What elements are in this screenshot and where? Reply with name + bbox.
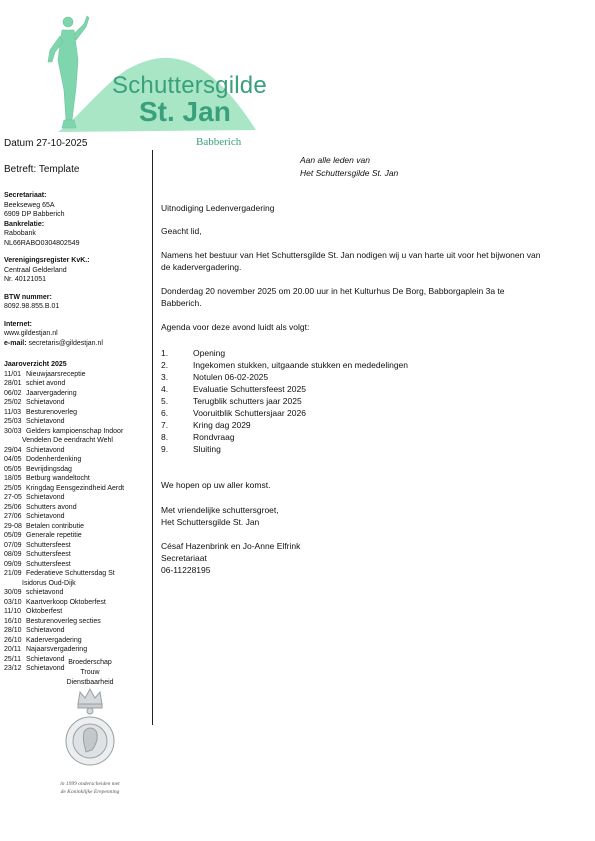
salutation: Geacht lid, (161, 226, 202, 236)
schedule-event: Oktoberfest (26, 608, 63, 615)
agenda-text: Evaluatie Schuttersfeest 2025 (193, 384, 306, 394)
brand-name-line1: Schuttersgilde (112, 72, 267, 99)
schedule-title: Jaaroverzicht 2025 (4, 361, 67, 368)
schedule-row (4, 474, 150, 484)
agenda-text: Notulen 06-02-2025 (193, 372, 269, 382)
schedule-row (4, 560, 150, 570)
schedule-row (4, 503, 150, 513)
motto-line: Broederschap (68, 659, 112, 666)
schedule-row (4, 446, 150, 456)
schedule-event-continuation: Isidorus Oud-Dijk (22, 579, 76, 587)
agenda-item (161, 431, 541, 443)
schedule-date: 16/10 (4, 617, 22, 625)
btw-value: 8092.98.855.B.01 (4, 303, 60, 310)
schedule-date: 25/11 (4, 655, 21, 663)
schedule-date: 25/02 (4, 399, 22, 406)
closing-hope: We hopen op uw aller komst. (161, 480, 271, 490)
agenda-number: 7. (161, 420, 169, 430)
schedule-date: 11/03 (4, 408, 21, 416)
greeting-line: Het Schuttersgilde St. Jan (161, 517, 260, 527)
schedule-event: Kadervergadering (26, 636, 82, 644)
schedule-event: Besturenoverleg secties (26, 617, 101, 625)
schedule-event: Jaarvergadering (26, 389, 77, 397)
schedule-event: Dodenherdenking (26, 456, 82, 463)
kvk-line: Nr. 40121051 (4, 276, 47, 283)
phone-number: 06-11228195 (161, 565, 211, 575)
schedule-date: 28/01 (4, 380, 22, 387)
schedule-date: 07/09 (4, 541, 22, 549)
secretariaat-line: Beekseweg 65A (4, 201, 55, 209)
schedule-row (4, 379, 150, 389)
signers: Césaf Hazenbrink en Jo-Anne Elfrink (161, 541, 301, 551)
schedule-date: 18/05 (4, 475, 22, 482)
addressee-line: Het Schuttersgilde St. Jan (300, 168, 399, 178)
schedule-event: Schietavond (26, 494, 65, 501)
schedule-event: Generale repetitie (26, 532, 82, 539)
agenda-item (161, 371, 541, 383)
signature-block (161, 540, 541, 576)
bank-line: Rabobank (4, 230, 36, 237)
schedule-date: 06/02 (4, 389, 22, 397)
schedule-date: 23/12 (4, 665, 22, 672)
schedule-row (4, 588, 150, 598)
schedule-row (4, 522, 150, 532)
schedule-row (4, 636, 150, 646)
schedule-date: 27/06 (4, 513, 22, 520)
agenda-text: Opening (193, 348, 226, 358)
schedule-date: 08/09 (4, 551, 22, 558)
schedule-event: Bevrijdingsdag (26, 465, 72, 473)
schedule-row (4, 493, 150, 503)
schedule-event-continuation: Vendelen De eendracht Wehl (22, 437, 113, 444)
agenda-item (161, 395, 541, 407)
agenda-number: 3. (161, 372, 169, 382)
schedule-event: Kringdag Eensgezindheid Aerdt (26, 484, 125, 492)
agenda-number: 6. (161, 408, 169, 418)
agenda-text: Vooruitblik Schuttersjaar 2026 (193, 408, 306, 418)
schedule-event: Schuttersfeest (26, 560, 71, 568)
schedule-row (4, 598, 150, 608)
schedule-row (4, 465, 150, 475)
schedule-date: 27-05 (4, 494, 22, 501)
meeting-details: Donderdag 20 november 2025 om 20.00 uur in het Kulturhus De Borg, Babborgaplein 3a te Babberich. (161, 286, 505, 308)
agenda-number: 8. (161, 432, 169, 442)
schedule-event: schiet avond (26, 380, 66, 387)
schedule-event: Gelders kampioenschap Indoor (26, 427, 124, 435)
addressee-line: Aan alle leden van (300, 155, 370, 165)
agenda-number: 1. (161, 348, 169, 358)
schedule-row (4, 370, 150, 380)
vertical-divider (152, 150, 153, 725)
schedule-date: 30/03 (4, 427, 22, 435)
schedule-date: 26/10 (4, 636, 22, 644)
agenda-item (161, 407, 541, 419)
motto-line: Dienstbaarheid (66, 679, 114, 686)
schedule-date: 21/09 (4, 570, 22, 577)
agenda-number: 5. (161, 396, 169, 406)
agenda-number: 9. (161, 444, 169, 454)
agenda-number: 2. (161, 360, 169, 370)
email-row (4, 339, 150, 349)
bank-label: Bankrelatie: (4, 220, 45, 228)
brand-location: Babberich (196, 136, 242, 148)
schedule-date: 29-08 (4, 522, 22, 530)
schedule-date: 25/06 (4, 503, 22, 511)
secretariaat-label: Secretariaat: (4, 192, 47, 199)
schedule-event: Schuttersfeest (26, 551, 71, 558)
schedule-date: 05/09 (4, 532, 22, 539)
motto-line: Trouw (80, 669, 100, 676)
schedule-date: 30/09 (4, 589, 22, 596)
schedule-event: Nieuwjaarsreceptie (26, 370, 86, 378)
medal-caption (28, 781, 152, 796)
agenda-item (161, 443, 541, 455)
medal-caption-line: de Koninklijke Erepenning (60, 788, 120, 795)
schedule-event: Kaartverkoop Oktoberfest (26, 598, 106, 606)
schedule-row (4, 645, 150, 655)
schedule-event: Schutters avond (26, 503, 77, 511)
schedule-event: Betburg wandeltocht (26, 475, 90, 482)
schedule-date: 05/05 (4, 465, 22, 473)
schedule-event: schietavond (26, 589, 64, 596)
crown-icon (78, 689, 102, 704)
email-label: e-mail: (4, 339, 27, 347)
email-link[interactable]: secretaris@gildestjan.nl (26, 339, 103, 347)
agenda-text: Rondvraag (193, 432, 235, 442)
greeting-block (161, 504, 541, 528)
internet-label: Internet: (4, 320, 32, 328)
schedule-date: 03/10 (4, 598, 22, 606)
bank-line: NL66RABO0304802549 (4, 239, 80, 247)
schedule-event: Schietavond (26, 513, 65, 520)
agenda-item (161, 359, 541, 371)
schedule-date: 11/10 (4, 608, 21, 615)
guild-motto (40, 658, 140, 688)
schedule-row (4, 617, 150, 627)
schedule-row (4, 484, 150, 494)
schedule-event: Schietavond (26, 665, 65, 672)
schedule-event: Najaarsvergadering (26, 646, 88, 653)
agenda-text: Kring dag 2029 (193, 420, 251, 430)
schedule-row (4, 512, 150, 522)
schedule-row (4, 398, 150, 408)
schedule-row (4, 531, 150, 541)
signer-role: Secretariaat (161, 553, 207, 563)
schedule-row (4, 389, 150, 399)
greeting-line: Met vriendelijke schuttersgroet, (161, 505, 279, 515)
medal-caption-line: in 1999 onderscheiden met (60, 781, 120, 787)
schedule-date: 11/01 (4, 370, 21, 378)
agenda-number: 4. (161, 384, 169, 394)
schedule-event: Schietavond (26, 418, 65, 425)
schedule-event: Federatieve Schuttersdag St (26, 570, 115, 577)
agenda-list (161, 347, 541, 455)
schedule-date: 29/04 (4, 446, 22, 454)
agenda-intro: Agenda voor deze avond luidt als volgt: (161, 322, 310, 332)
letter-title: Uitnodiging Ledenvergadering (161, 203, 275, 213)
schedule-row (4, 569, 150, 579)
agenda-text: Sluiting (193, 444, 221, 454)
agenda-item (161, 419, 541, 431)
schedule-event: Schietavond (26, 627, 65, 634)
brand-name-line2: St. Jan (139, 96, 231, 127)
intro-paragraph: Namens het bestuur van Het Schuttersgilde St. Jan nodigen wij u van harte uit voor het bijwonen van de kadervergadering. (161, 250, 541, 272)
schedule-row (4, 408, 150, 418)
sidebar-contact-info (4, 191, 150, 674)
schedule-row (4, 550, 150, 560)
schedule-event: Schietavond (26, 399, 65, 406)
schedule-date: 04/05 (4, 456, 22, 463)
website-link[interactable]: www.gildestjan.nl (4, 330, 58, 337)
schedule-event: Schuttersfeest (26, 541, 71, 549)
agenda-item (161, 347, 541, 359)
schedule-event: Besturenoverleg (26, 408, 77, 416)
letter-subject: Betreft: Template (4, 164, 80, 175)
year-schedule (4, 370, 150, 674)
schedule-row (4, 607, 150, 617)
kvk-line: Centraal Gelderland (4, 266, 67, 274)
schedule-date: 28/10 (4, 627, 22, 634)
kvk-label: Verenigingsregister KvK.: (4, 257, 90, 264)
schedule-event: Schietavond (26, 446, 65, 454)
agenda-text: Terugblik schutters jaar 2025 (193, 396, 302, 406)
schedule-row (4, 541, 150, 551)
letter-date: Datum 27-10-2025 (4, 138, 88, 149)
letter-body (161, 202, 541, 576)
schedule-date: 25/05 (4, 484, 22, 492)
agenda-text: Ingekomen stukken, uitgaande stukken en mededelingen (193, 360, 409, 370)
secretariaat-line: 6909 DP Babberich (4, 211, 65, 218)
schedule-event: Betalen contributie (26, 522, 84, 530)
schedule-date: 09/09 (4, 560, 22, 568)
btw-label: BTW nummer: (4, 293, 52, 301)
schedule-row (4, 626, 150, 636)
addressee-block (300, 154, 398, 180)
royal-medal-icon (40, 686, 140, 776)
schedule-date: 20/11 (4, 646, 21, 653)
agenda-item (161, 383, 541, 395)
schedule-row (4, 427, 150, 437)
schedule-event: Schietavond (26, 655, 65, 663)
schedule-row (4, 417, 150, 427)
schedule-date: 25/03 (4, 418, 22, 425)
schedule-row (4, 455, 150, 465)
